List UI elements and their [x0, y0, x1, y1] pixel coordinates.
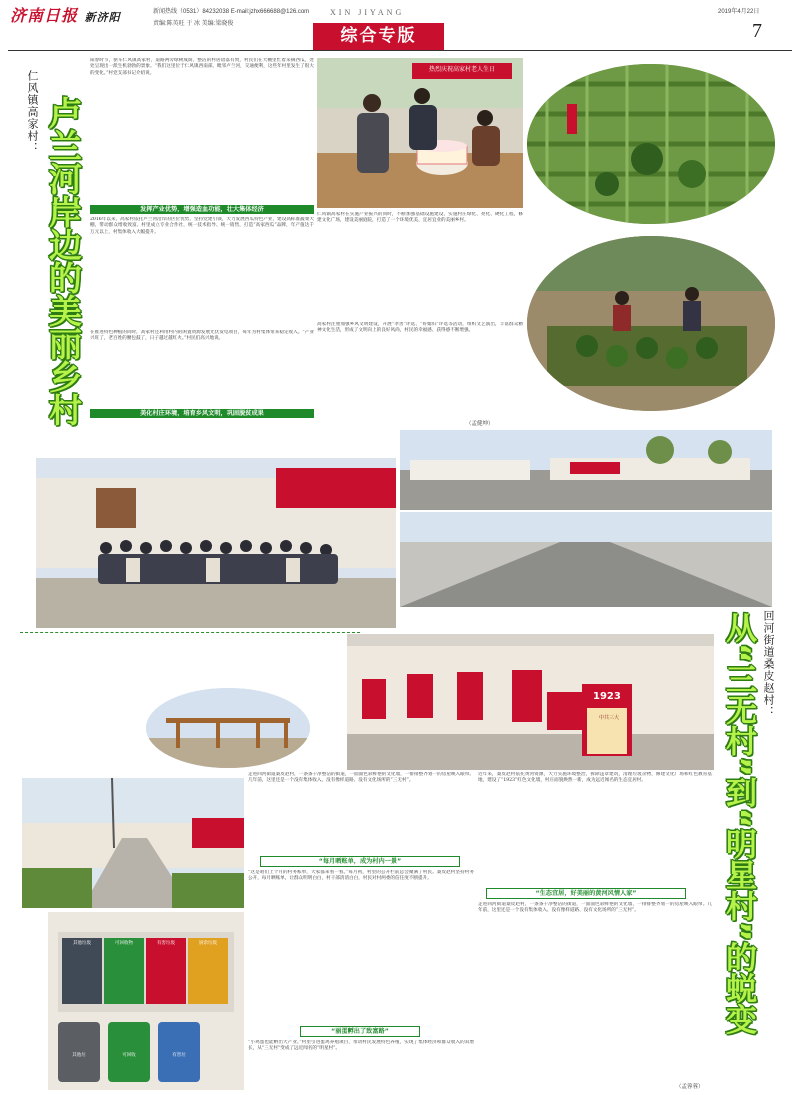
story2-place: 回河街道桑皮赵村：: [762, 610, 775, 718]
photo-wooden-pavilion: [146, 688, 310, 768]
story2-body-c: 近年来，桑皮赵村依托黄河资源，大力实施环境整治，拆除违章建筑，清理垃圾杂物，修建文化广场和红色教育基地，建设了“1923”红色文化墙，村庄面貌焕然一新，成为远近闻名的生态宜居村。: [478, 772, 712, 784]
editor-info: 责编:陈英旺 于 冰 美编:梁晓俊: [153, 21, 234, 27]
bin-label-hazardous: 有害垃: [172, 1053, 186, 1058]
photo-villagers-group: [36, 458, 396, 628]
bin-label-other: 其他垃: [72, 1053, 86, 1058]
story1-lead: 阳春时节，驱车仁风镇高家村，道路两旁绿树成荫，整洁的村居错落有致，村民们在大棚里忙着采摘西瓜，处处呈现出一派生机勃勃的景象。“我们这里位于仁风镇西南部，毗邻卢兰河，交通便利，这些年村里发生了很大的变化。”村党支部书记介绍说。: [90, 58, 314, 76]
wall-caption: 中共三大: [599, 715, 620, 721]
newspaper-logo: [10, 3, 121, 26]
section-name: 新济阳: [84, 11, 121, 24]
story-divider: [20, 632, 360, 633]
photo-watermelon-greenhouse: [527, 64, 775, 224]
bin-sign-recyclable: 可回收物: [115, 941, 133, 946]
bin-sign-hazardous: 有害垃圾: [157, 941, 175, 946]
photo-red-wall-1923: [347, 634, 714, 770]
story2-subhead-3: “丽蛋孵出了致富路”: [300, 1026, 420, 1037]
story1-byline: （孟健坤）: [466, 421, 494, 427]
story1-body-d: 高家村注重加强乡风文明建设，开展“孝善”评选、“好媳妇”评选等活动，组织文艺演出，丰富群众精神文化生活，形成了文明向上的良好风尚，村民的幸福感、获得感不断增强。: [317, 322, 523, 334]
bin-sign-kitchen: 厨余垃圾: [199, 941, 217, 946]
story1-body-b: 在推进特色种植的同时，高家村还利用村内的闲置资源发展光伏发电项目，每年为村集体带来稳定收入。“产业兴旺了，老百姓的腰包鼓了，日子越过越红火。”村民们高兴地说。: [90, 330, 314, 342]
story1-subhead-1: 发挥产业优势，增强造血功能，壮大集体经济: [90, 205, 314, 214]
story2-subhead-2: “生态宜居，好美丽的黄河风情人家”: [486, 888, 686, 899]
page-number: 7: [752, 20, 762, 42]
story2-subhead-1: “每月晒账单，成为村内一景”: [260, 856, 460, 867]
story1-place: 仁风镇高家村：: [26, 70, 39, 154]
story1-body-a: 2016年以来，高家村依托卢兰河沿岸的区位优势，坚持党建引领，大力发展西瓜特色产业，建设高标准蔬菜大棚，带动群众增收致富。村里成立专业合作社，统一技术指导、统一销售，打造“高家西瓜”品牌，年产值达千万元以上，村集体收入大幅提升。: [90, 217, 314, 235]
hotline-info: 新闻热线（0531）84232038 E-mail:jzhx666688@126.com: [153, 9, 310, 15]
photo-birthday-party: [317, 58, 523, 208]
photo-village-road: [400, 512, 772, 607]
bin-label-recyclable: 可回收: [122, 1053, 136, 1058]
story2-body-c-cont: 走进回河街道桑皮赵村，一条条干净整洁的街道，一面面色彩鲜艳的文化墙，一排排整齐划一的房屋映入眼帘。几年前，这里还是一个没有集体收入、没有像样道路、没有文化场所的“三无村”。: [478, 902, 712, 914]
bin-sign-other: 其他垃圾: [73, 941, 91, 946]
story1-headline: 卢兰河岸边的美丽乡村: [44, 96, 83, 426]
photo-watermelon-market: [527, 236, 775, 411]
story2-body-a: 走进回河街道桑皮赵村，一条条干净整洁的街道，一面面色彩鲜艳的文化墙，一排排整齐划一的房屋映入眼帘。几年前，这里还是一个没有集体收入、没有像样道路、没有文化场所的“三无村”。: [248, 772, 474, 784]
story1-subhead-2: 美化村庄环境，培育乡风文明，巩固脱贫成果: [90, 409, 314, 418]
story2-body-b: “这是咱们上个月的村务账单，大家都来看一看。”每月初，村里的公开栏前总会聚满了村民。桑皮赵村坚持村务公开，每月晒账单，让群众明明白白，村干部清清白白，村民对村两委的信任度不断提升。: [248, 870, 474, 882]
issue-date: 2019年4月22日: [718, 9, 760, 15]
photo-garbage-bins: [48, 912, 244, 1090]
masthead-rule: [8, 50, 792, 51]
photo-village-lane: [22, 778, 244, 908]
story2-byline: （孟蓉蓉）: [676, 1084, 704, 1090]
story1-body-c: 仁风镇高家村在实施产业振兴的同时，不断加强基础设施建设，实施村庄绿化、亮化、硬化工程，修建文化广场，建设美丽庭院，打造了一个环境优美、宜居宜业的美丽乡村。: [317, 212, 523, 224]
paper-name: 济南日报: [10, 6, 79, 25]
photo-village-wall: [400, 430, 772, 510]
section-banner: 综合专版: [313, 23, 444, 50]
story2-headline: 从“三无村”到“明星村”的蜕变: [720, 612, 756, 1035]
section-pinyin: XIN JIYANG: [330, 8, 405, 17]
cake-banner-text: 热烈庆祝高家村老人生日: [428, 66, 495, 73]
story2-body-d: “小鸡蛋也能孵出大产业。”村里引进蛋鸡养殖项目，带动村民发展特色养殖，实现了集体经济和群众收入的双增长，从“三无村”变成了远近闻名的“明星村”。: [248, 1040, 474, 1052]
wall-year: 1923: [593, 691, 621, 702]
